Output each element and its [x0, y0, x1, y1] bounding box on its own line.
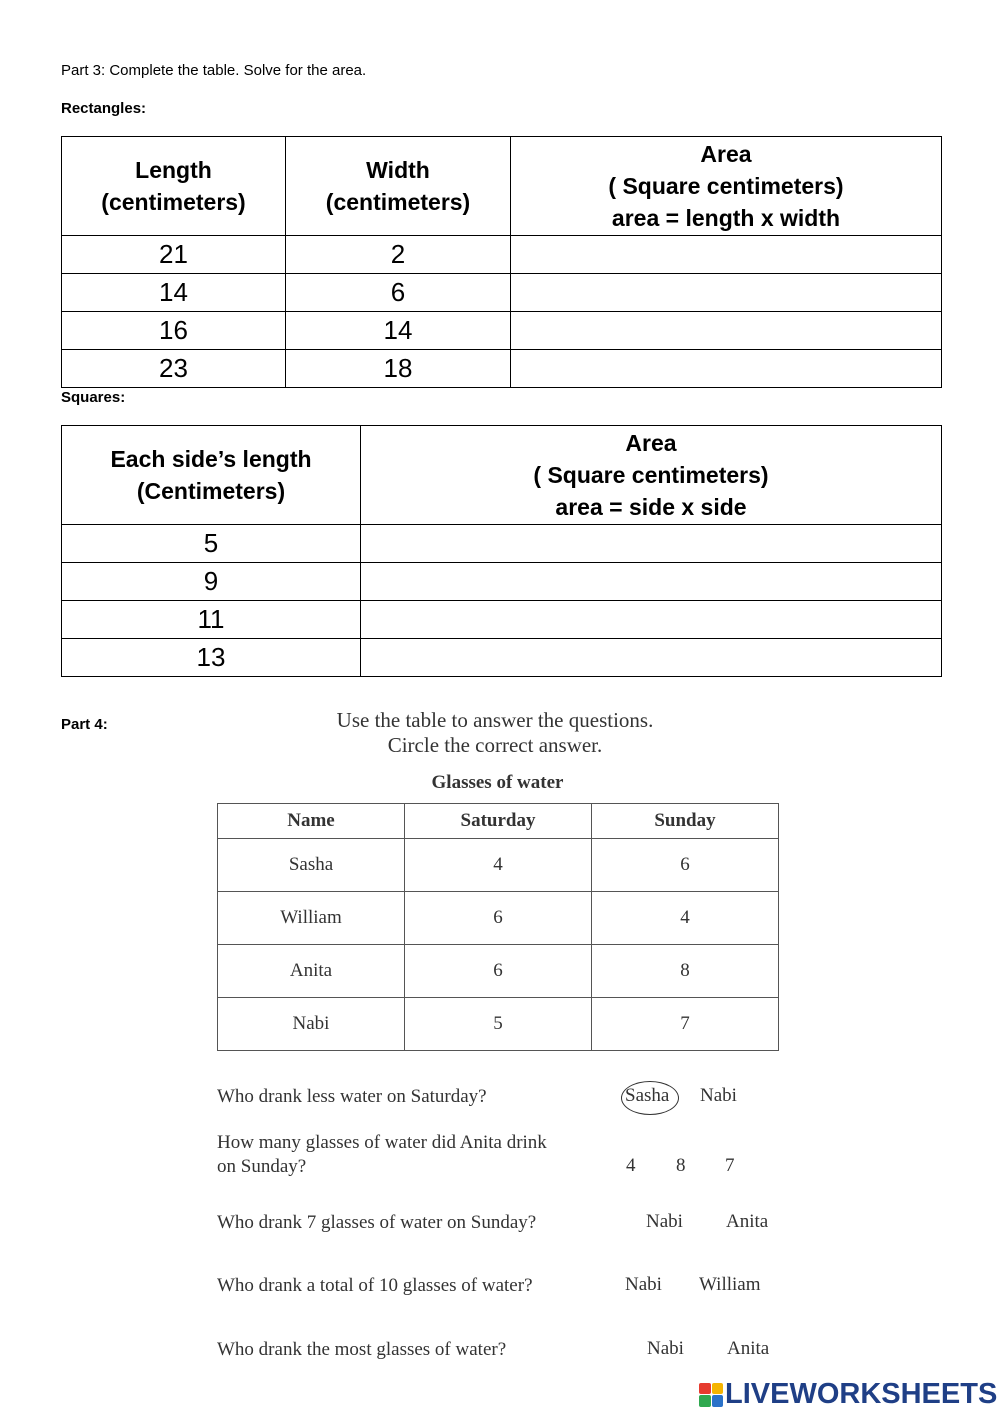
table-row	[62, 350, 942, 388]
length-cell: 16	[62, 312, 286, 350]
width-cell: 18	[286, 350, 511, 388]
width-cell: 14	[286, 312, 511, 350]
saturday-cell: 5	[405, 998, 592, 1051]
saturday-column-header: Saturday	[405, 804, 592, 839]
table-row	[62, 639, 942, 677]
sunday-cell: 7	[592, 998, 779, 1051]
width-header-unit: (centimeters)	[325, 189, 471, 215]
width-header-title: Width	[366, 157, 430, 183]
length-cell: 23	[62, 350, 286, 388]
sunday-cell: 4	[592, 892, 779, 945]
width-cell: 2	[286, 236, 511, 274]
answer-option-anita[interactable]: Anita	[727, 1338, 770, 1359]
rect-area-header-formula: area = length x width	[611, 205, 841, 231]
table-row	[218, 945, 779, 998]
logo-square	[712, 1395, 724, 1407]
answer-option-nabi[interactable]: Nabi	[647, 1338, 684, 1359]
answer-option-nabi[interactable]: Nabi	[625, 1274, 662, 1295]
logo-square	[712, 1383, 724, 1395]
side-cell: 9	[62, 563, 361, 601]
squares-header-row	[62, 426, 942, 525]
width-header	[286, 137, 511, 236]
question-2-line: on Sunday?	[217, 1156, 307, 1177]
part4-instruction-line: Circle the correct answer.	[387, 733, 603, 757]
table-row	[218, 839, 779, 892]
name-column-header: Name	[218, 804, 405, 839]
question-2-text	[217, 1131, 547, 1179]
logo-text: LIVEWORKSHEETS	[725, 1378, 998, 1410]
question-5-text: Who drank the most glasses of water?	[217, 1339, 507, 1360]
rect-area-header-unit: ( Square centimeters)	[608, 173, 844, 199]
name-cell: Nabi	[218, 998, 405, 1051]
area-answer-cell[interactable]	[511, 350, 942, 388]
answer-option-7[interactable]: 7	[725, 1155, 735, 1176]
squares-table	[61, 425, 942, 677]
length-header-unit: (centimeters)	[101, 189, 246, 215]
answer-option-anita[interactable]: Anita	[726, 1211, 769, 1232]
rect-area-header	[511, 137, 942, 236]
rectangles-label: Rectangles:	[61, 100, 147, 117]
area-answer-cell[interactable]	[361, 525, 942, 563]
side-header-title: Each side’s length	[110, 446, 312, 472]
answer-option-8[interactable]: 8	[676, 1155, 686, 1176]
area-answer-cell[interactable]	[361, 563, 942, 601]
area-answer-cell[interactable]	[511, 274, 942, 312]
table-row	[62, 236, 942, 274]
sunday-column-header: Sunday	[592, 804, 779, 839]
part4-instruction-line: Use the table to answer the questions.	[336, 708, 654, 732]
square-area-header-title: Area	[625, 430, 677, 456]
answer-option-4[interactable]: 4	[626, 1155, 636, 1176]
squares-label: Squares:	[61, 389, 126, 406]
part3-instructions: Part 3: Complete the table. Solve for the area.	[61, 62, 367, 79]
question-1-text: Who drank less water on Saturday?	[217, 1086, 487, 1107]
length-header	[62, 137, 286, 236]
side-cell: 5	[62, 525, 361, 563]
answer-option-sasha[interactable]: Sasha	[625, 1085, 670, 1106]
length-header-title: Length	[135, 157, 212, 183]
sunday-cell: 8	[592, 945, 779, 998]
saturday-cell: 4	[405, 839, 592, 892]
liveworksheets-logo[interactable]	[699, 1378, 997, 1411]
table-row	[62, 601, 942, 639]
water-table-title: Glasses of water	[431, 772, 564, 793]
table-row	[62, 274, 942, 312]
area-answer-cell[interactable]	[361, 639, 942, 677]
liveworksheets-logo-icon	[699, 1383, 723, 1407]
square-area-header-formula: area = side x side	[555, 494, 747, 520]
table-row	[62, 563, 942, 601]
answer-option-nabi[interactable]: Nabi	[646, 1211, 683, 1232]
saturday-cell: 6	[405, 892, 592, 945]
rectangles-header-row	[62, 137, 942, 236]
area-answer-cell[interactable]	[361, 601, 942, 639]
side-cell: 11	[62, 601, 361, 639]
water-header-row	[218, 804, 779, 839]
rect-area-header-title: Area	[700, 141, 752, 167]
area-answer-cell[interactable]	[511, 236, 942, 274]
side-header	[62, 426, 361, 525]
question-3-text: Who drank 7 glasses of water on Sunday?	[217, 1212, 537, 1233]
area-answer-cell[interactable]	[511, 312, 942, 350]
width-cell: 6	[286, 274, 511, 312]
side-header-unit: (Centimeters)	[136, 478, 286, 504]
side-cell: 13	[62, 639, 361, 677]
table-row	[62, 312, 942, 350]
part4-label: Part 4:	[61, 716, 108, 733]
logo-square	[699, 1395, 711, 1407]
length-cell: 21	[62, 236, 286, 274]
water-table	[217, 803, 779, 1051]
answer-option-william[interactable]: William	[699, 1274, 761, 1295]
question-2-line: How many glasses of water did Anita drink	[217, 1132, 547, 1153]
name-cell: William	[218, 892, 405, 945]
question-4-text: Who drank a total of 10 glasses of water?	[217, 1275, 533, 1296]
square-area-header-unit: ( Square centimeters)	[533, 462, 769, 488]
square-area-header	[361, 426, 942, 525]
answer-option-nabi[interactable]: Nabi	[700, 1085, 737, 1106]
table-row	[62, 525, 942, 563]
table-row	[218, 998, 779, 1051]
name-cell: Sasha	[218, 839, 405, 892]
length-cell: 14	[62, 274, 286, 312]
part4-instructions	[300, 708, 690, 758]
rectangles-table	[61, 136, 942, 388]
table-row	[218, 892, 779, 945]
sunday-cell: 6	[592, 839, 779, 892]
name-cell: Anita	[218, 945, 405, 998]
logo-square	[699, 1383, 711, 1395]
saturday-cell: 6	[405, 945, 592, 998]
